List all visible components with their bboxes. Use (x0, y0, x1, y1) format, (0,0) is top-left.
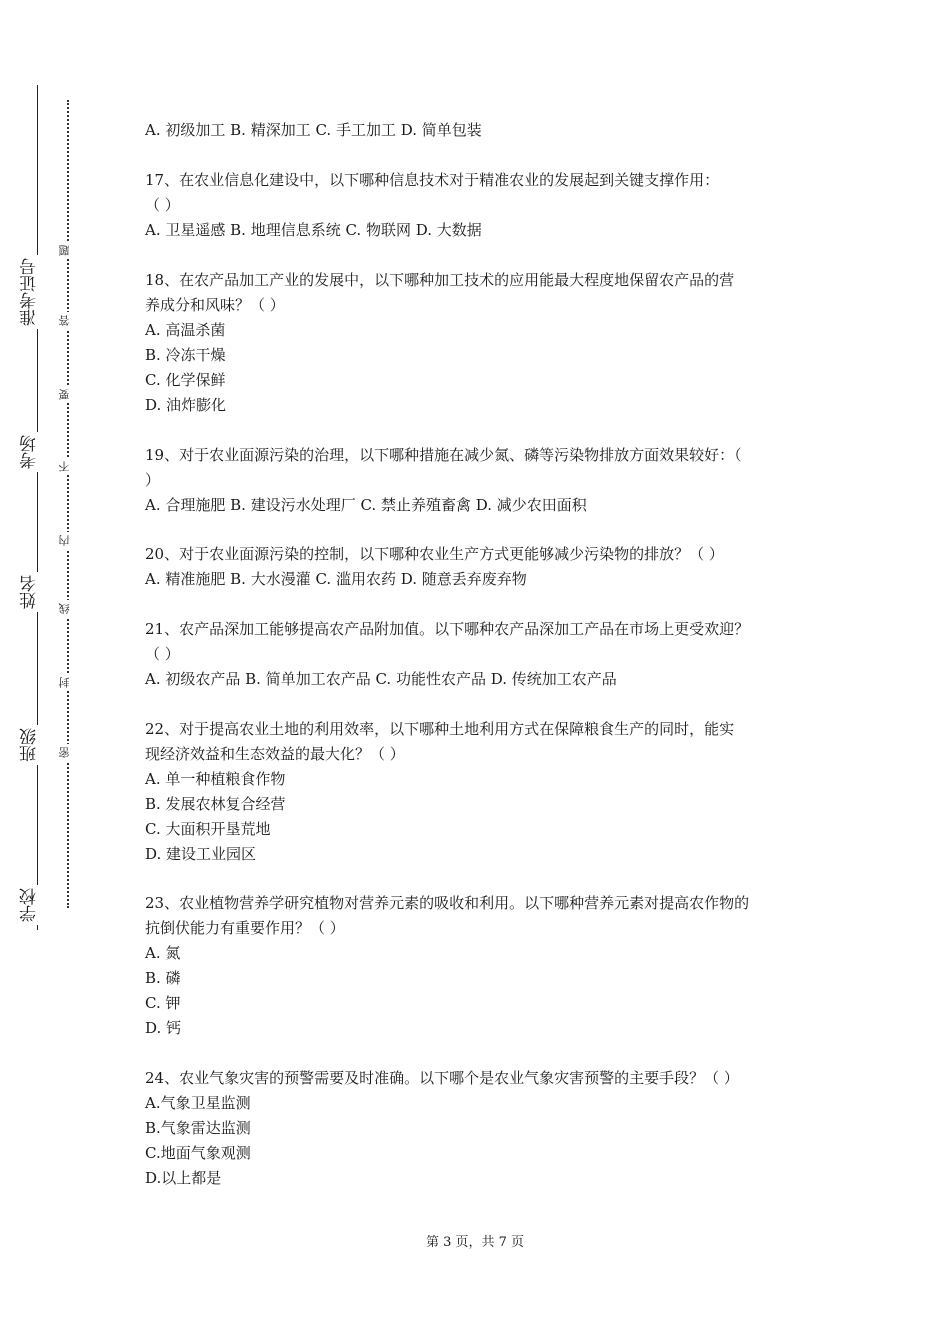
question-21-bracket: （ ） (145, 645, 180, 663)
question-18-option-c: C. 化学保鲜 (145, 371, 226, 389)
question-17-options: A. 卫星遥感 B. 地理信息系统 C. 物联网 D. 大数据 (145, 221, 482, 239)
question-18: 18、在农产品加工产业的发展中，以下哪种加工技术的应用能最大程度地保留农产品的营 (145, 271, 735, 289)
question-20-options: A. 精准施肥 B. 大水漫灌 C. 滥用农药 D. 随意丢弃废弃物 (145, 570, 527, 588)
question-22: 22、对于提高农业土地的利用效率，以下哪种土地利用方式在保障粮食生产的同时，能实 (145, 720, 735, 738)
seal-char: 题 (59, 242, 75, 259)
seal-char: 线 (59, 600, 75, 617)
field-name: 姓名 (22, 572, 52, 612)
question-22-option-d: D. 建设工业园区 (145, 845, 257, 863)
question-18-cont: 养成分和风味？（ ） (145, 296, 285, 314)
question-23-option-b: B. 磷 (145, 969, 181, 987)
binding-margin (0, 0, 110, 1344)
seal-char: 答 (59, 312, 75, 329)
question-18-option-b: B. 冷冻干燥 (145, 346, 226, 364)
question-17: 17、在农业信息化建设中，以下哪种信息技术对于精准农业的发展起到关键支撑作用： (145, 171, 720, 189)
question-22-option-c: C. 大面积开垦荒地 (145, 820, 271, 838)
field-class: 班级 (22, 725, 52, 765)
question-22-option-b: B. 发展农林复合经营 (145, 795, 286, 813)
question-22-cont: 现经济效益和生态效益的最大化？（ ） (145, 745, 405, 763)
seal-char: 密 (59, 744, 75, 761)
question-18-option-a: A. 高温杀菌 (145, 321, 226, 339)
page-number: 第 3 页，共 7 页 (425, 1235, 525, 1250)
question-24-option-c: C.地面气象观测 (145, 1144, 251, 1162)
option-line: A. 初级加工 B. 精深加工 C. 手工加工 D. 简单包装 (145, 121, 482, 139)
seal-char: 内 (59, 532, 75, 549)
question-21: 21、农产品深加工能够提高农产品附加值。以下哪种农产品深加工产品在市场上更受欢迎？ (145, 620, 750, 638)
question-17-bracket: （ ） (145, 196, 180, 214)
question-24-option-a: A.气象卫星监测 (145, 1094, 251, 1112)
question-24: 24、农业气象灾害的预警需要及时准确。以下哪个是农业气象灾害预警的主要手段？（ ） (145, 1069, 739, 1087)
question-22-option-a: A. 单一种植粮食作物 (145, 770, 286, 788)
question-19-bracket: ） (145, 471, 161, 489)
field-school: 学校 (22, 885, 52, 925)
question-23-option-a: A. 氮 (145, 944, 181, 962)
binding-dotted-line (67, 100, 69, 908)
seal-char: 要 (59, 386, 75, 403)
question-23-option-d: D. 钙 (145, 1019, 182, 1037)
question-18-option-d: D. 油炸膨化 (145, 396, 227, 414)
seal-char: 封 (59, 674, 75, 691)
question-21-options: A. 初级农产品 B. 简单加工农产品 C. 功能性农产品 D. 传统加工农产品 (145, 670, 617, 688)
question-24-option-d: D.以上都是 (145, 1169, 222, 1187)
binding-solid-line (37, 85, 38, 930)
seal-char: 不 (59, 458, 75, 475)
question-19: 19、对于农业面源污染的治理，以下哪种措施在减少氮、磷等污染物排放方面效果较好：（ (145, 446, 742, 464)
question-23-cont: 抗倒伏能力有重要作用？（ ） (145, 919, 345, 937)
question-24-option-b: B.气象雷达监测 (145, 1119, 251, 1137)
question-19-options: A. 合理施肥 B. 建设污水处理厂 C. 禁止养殖畜禽 D. 减少农田面积 (145, 496, 587, 514)
field-exam-number: 准考证号 (22, 255, 52, 329)
question-23: 23、农业植物营养学研究植物对营养元素的吸收和利用。以下哪种营养元素对提高农作物的 (145, 894, 750, 912)
field-exam-room: 考场 (22, 432, 52, 472)
question-23-option-c: C. 钾 (145, 994, 181, 1012)
question-20: 20、对于农业面源污染的控制，以下哪种农业生产方式更能够减少污染物的排放？（ ） (145, 545, 724, 563)
